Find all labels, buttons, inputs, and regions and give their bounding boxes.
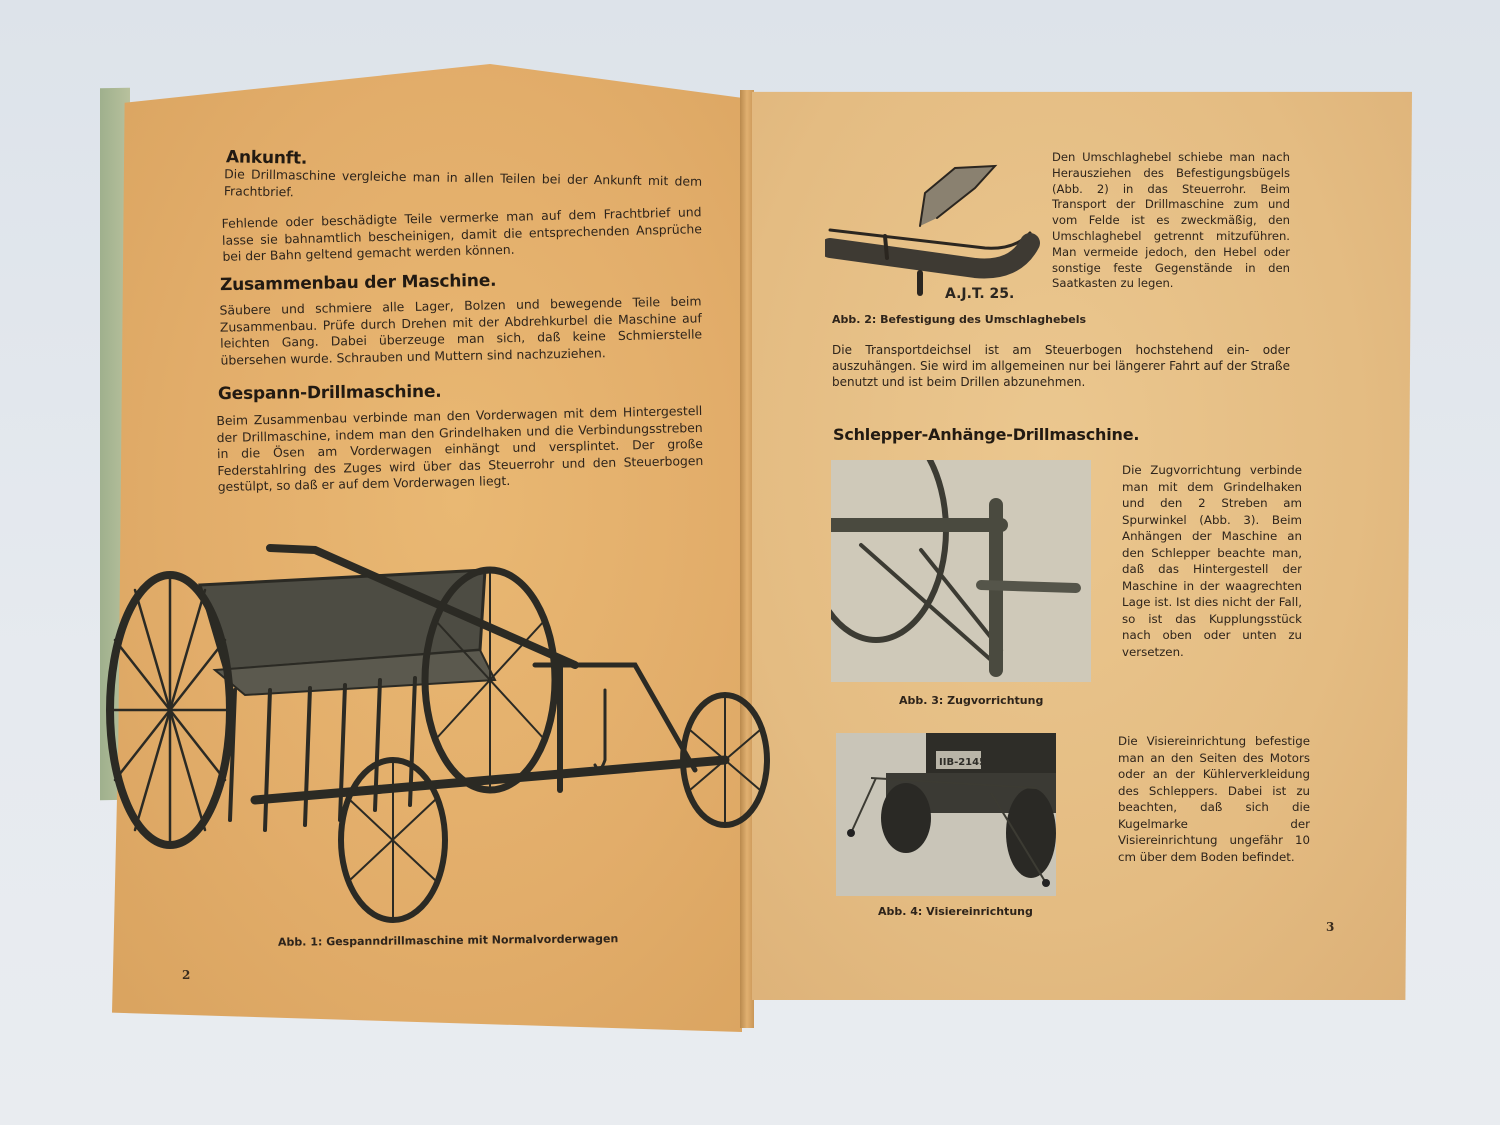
figure-1-seed-drill-illustration [105, 530, 770, 925]
paragraph-transportdeichsel: Die Transportdeichsel ist am Steuerbogen hochstehend ein- oder auszuhängen. Sie wird im allgemeinen nur bei längerer Fahrt auf der Straße benutzt und ist beim Drillen abzunehmen. [832, 343, 1290, 389]
figure-2-label: A.J.T. 25. [945, 286, 1015, 302]
figure-3-hitch-photo [831, 460, 1091, 682]
page-number-right: 3 [1326, 920, 1335, 934]
paragraph-ankunft-2: Fehlende oder beschädigte Teile vermerke man auf dem Frachtbrief und lasse sie bahnamtlich bescheinigen, damit die entsprechenden Ansprüche bei der Bahn geltend gemacht werden können. [221, 204, 703, 264]
paragraph-ankunft-1: Die Drillmaschine vergleiche man in allen Teilen bei der Ankunft mit dem Frachtbrief. [223, 166, 703, 199]
license-plate-text: IIB-2145 [939, 757, 987, 768]
paragraph-umschlaghebel: Den Umschlaghebel schiebe man nach Herausziehen des Befestigungsbügels (Abb. 2) in das Steuerrohr. Beim Transport der Drillmaschine zum und vom Felde ist es zweckmäßig, den Umschlaghebel getrennt mitzuführen. Man vermeide jedoch, den Hebel oder sonstige feste Gegenstände in den Saatkasten zu legen. [1052, 150, 1290, 291]
heading-zusammenbau: Zusammenbau der Maschine. [219, 270, 497, 296]
heading-schlepper-anhaenge-drillmaschine: Schlepper-Anhänge-Drillmaschine. [833, 425, 1140, 444]
figure-4-caption: Abb. 4: Visiereinrichtung [878, 905, 1033, 918]
lever-attachment-drawing [825, 148, 1040, 303]
figure-2-lever-illustration [825, 148, 1040, 303]
page-number-left: 2 [182, 968, 191, 982]
paragraph-visiereinrichtung: Die Visiereinrichtung befestige man an den Seiten des Motors oder an der Kühlerverkleidung des Schleppers. Dabei ist zu beachten, daß sich die Kugelmarke der Visiereinrichtung ungefähr 10 cm über dem Boden befindet. [1118, 734, 1310, 864]
paragraph-zusammenbau: Säubere und schmiere alle Lager, Bolzen und bewegende Teile beim Zusammenbau. Prüfe durch Drehen mit der Abdrehkurbel die Maschine auf leichten Gang. Dabei überzeuge man sich, daß keine Schmierstelle übersehen wurde. Schrauben und Muttern sind nachzuziehen. [219, 293, 703, 368]
figure-1-caption: Abb. 1: Gespanndrillmaschine mit Normalvorderwagen [277, 932, 619, 949]
heading-ankunft: Ankunft. [225, 147, 308, 169]
paragraph-zugvorrichtung: Die Zugvorrichtung verbinde man mit dem Grindelhaken und den 2 Streben am Spurwinkel (Abb. 3). Beim Anhängen der Maschine an den Schlepper beachte man, daß das Hintergestell der Maschine in der waagrechten Lage ist. Ist dies nicht der Fall, so ist das Kupplungsstück nach oben oder unten zu versetzen. [1122, 463, 1302, 659]
tractor-sight-photo-image [836, 733, 1056, 896]
seed-drill-drawing [105, 530, 770, 925]
heading-gespann-drillmaschine: Gespann-Drillmaschine. [217, 381, 442, 405]
figure-4-tractor-photo [836, 733, 1056, 896]
figure-2-caption: Abb. 2: Befestigung des Umschlaghebels [832, 313, 1087, 326]
figure-3-caption: Abb. 3: Zugvorrichtung [899, 694, 1044, 707]
hitch-photo-image [831, 460, 1091, 682]
paragraph-gespann-drillmaschine: Beim Zusammenbau verbinde man den Vorderwagen mit dem Hintergestell der Drillmaschine, indem man den Grindelhaken und die Verbindungsstreben in die Ösen am Vorderwagen einhängt und versplintet. Der große Federstahlring des Zuges wird über das Steuerrohr und den Steuerbogen gestülpt, so daß er auf dem Vorderwagen liegt. [216, 402, 704, 495]
